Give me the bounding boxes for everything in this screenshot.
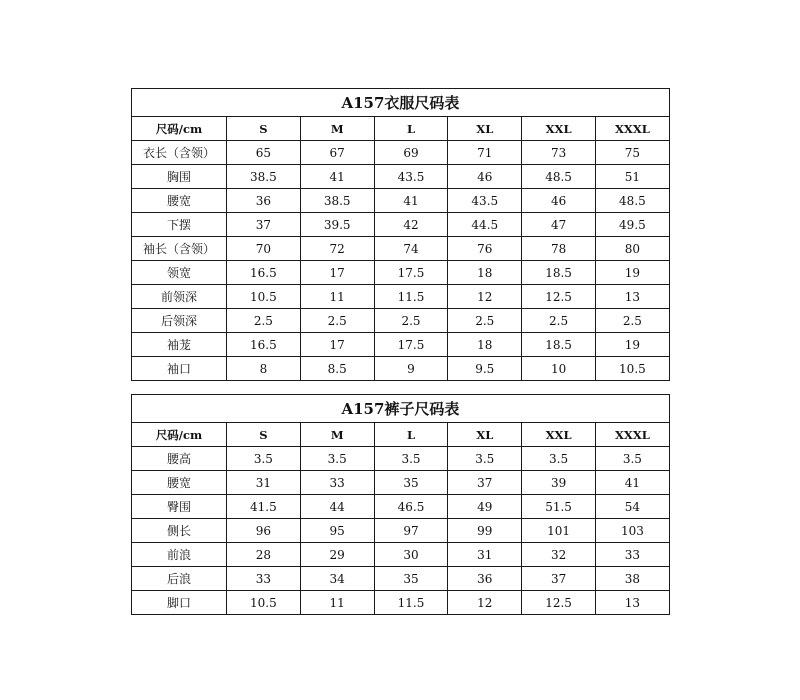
measurement-value: 44.5: [448, 213, 522, 237]
measurement-value: 48.5: [522, 165, 596, 189]
measurement-value: 12.5: [522, 285, 596, 309]
measurement-label: 腰高: [132, 447, 227, 471]
measurement-value: 37: [448, 471, 522, 495]
table-row: [132, 519, 670, 543]
measurement-value: 44: [300, 495, 374, 519]
measurement-label: 下摆: [132, 213, 227, 237]
measurement-value: 41: [595, 471, 669, 495]
measurement-value: 99: [448, 519, 522, 543]
measurement-value: 18.5: [522, 261, 596, 285]
measurement-value: 17: [300, 261, 374, 285]
pants-size-table: [131, 394, 670, 615]
measurement-value: 33: [227, 567, 301, 591]
table-row: [132, 141, 670, 165]
pants-size-table-body: [132, 395, 670, 615]
measurement-label: 衣长（含领）: [132, 141, 227, 165]
measurement-value: 3.5: [374, 447, 448, 471]
measurement-value: 80: [595, 237, 669, 261]
measurement-value: 18: [448, 261, 522, 285]
measurement-value: 2.5: [300, 309, 374, 333]
measurement-value: 36: [448, 567, 522, 591]
measurement-label: 袖口: [132, 357, 227, 381]
measurement-label: 前浪: [132, 543, 227, 567]
measurement-value: 69: [374, 141, 448, 165]
measurement-value: 51.5: [522, 495, 596, 519]
measurement-value: 48.5: [595, 189, 669, 213]
measurement-label: 腰宽: [132, 471, 227, 495]
measurement-value: 39: [522, 471, 596, 495]
measurement-label: 胸围: [132, 165, 227, 189]
measurement-value: 42: [374, 213, 448, 237]
size-column-header: XL: [448, 117, 522, 141]
measurement-value: 96: [227, 519, 301, 543]
measurement-label: 袖长（含领）: [132, 237, 227, 261]
table-row: [132, 285, 670, 309]
measurement-value: 13: [595, 591, 669, 615]
measurement-label: 后领深: [132, 309, 227, 333]
measurement-value: 11.5: [374, 285, 448, 309]
measurement-value: 18.5: [522, 333, 596, 357]
table-row: [132, 165, 670, 189]
measurement-value: 18: [448, 333, 522, 357]
measurement-value: 70: [227, 237, 301, 261]
measurement-value: 10.5: [227, 285, 301, 309]
measurement-value: 30: [374, 543, 448, 567]
shirt-title-row: [132, 89, 670, 117]
measurement-value: 17.5: [374, 261, 448, 285]
measurement-value: 72: [300, 237, 374, 261]
measurement-value: 73: [522, 141, 596, 165]
measurement-value: 49.5: [595, 213, 669, 237]
size-unit-header: 尺码/cm: [132, 117, 227, 141]
measurement-value: 41.5: [227, 495, 301, 519]
measurement-value: 19: [595, 261, 669, 285]
measurement-value: 3.5: [522, 447, 596, 471]
measurement-label: 袖茏: [132, 333, 227, 357]
measurement-value: 3.5: [227, 447, 301, 471]
table-row: [132, 333, 670, 357]
measurement-value: 78: [522, 237, 596, 261]
table-row: [132, 447, 670, 471]
measurement-value: 97: [374, 519, 448, 543]
measurement-value: 12.5: [522, 591, 596, 615]
measurement-value: 54: [595, 495, 669, 519]
table-row: [132, 309, 670, 333]
measurement-value: 8: [227, 357, 301, 381]
size-column-header: XL: [448, 423, 522, 447]
measurement-label: 前领深: [132, 285, 227, 309]
pants-header-row: [132, 423, 670, 447]
measurement-value: 47: [522, 213, 596, 237]
measurement-label: 脚口: [132, 591, 227, 615]
measurement-value: 46: [522, 189, 596, 213]
measurement-value: 35: [374, 567, 448, 591]
table-row: [132, 471, 670, 495]
size-column-header: XXXL: [595, 117, 669, 141]
size-column-header: S: [227, 117, 301, 141]
size-column-header: M: [300, 117, 374, 141]
pants-table-title: A157裤子尺码表: [132, 395, 670, 423]
measurement-value: 95: [300, 519, 374, 543]
size-column-header: M: [300, 423, 374, 447]
size-column-header: L: [374, 117, 448, 141]
measurement-value: 46.5: [374, 495, 448, 519]
table-row: [132, 261, 670, 285]
measurement-value: 101: [522, 519, 596, 543]
measurement-label: 侧长: [132, 519, 227, 543]
table-row: [132, 189, 670, 213]
measurement-label: 后浪: [132, 567, 227, 591]
measurement-value: 39.5: [300, 213, 374, 237]
measurement-value: 38.5: [300, 189, 374, 213]
size-column-header: XXL: [522, 423, 596, 447]
measurement-value: 38: [595, 567, 669, 591]
size-unit-header: 尺码/cm: [132, 423, 227, 447]
measurement-value: 2.5: [374, 309, 448, 333]
measurement-label: 腰宽: [132, 189, 227, 213]
measurement-value: 38.5: [227, 165, 301, 189]
measurement-value: 34: [300, 567, 374, 591]
measurement-value: 11: [300, 285, 374, 309]
measurement-value: 33: [300, 471, 374, 495]
measurement-value: 10.5: [227, 591, 301, 615]
size-column-header: XXXL: [595, 423, 669, 447]
shirt-table-title: A157衣服尺码表: [132, 89, 670, 117]
table-row: [132, 543, 670, 567]
measurement-value: 43.5: [374, 165, 448, 189]
measurement-value: 49: [448, 495, 522, 519]
measurement-value: 11: [300, 591, 374, 615]
measurement-value: 46: [448, 165, 522, 189]
measurement-value: 37: [522, 567, 596, 591]
measurement-value: 3.5: [300, 447, 374, 471]
measurement-value: 65: [227, 141, 301, 165]
measurement-value: 17.5: [374, 333, 448, 357]
table-row: [132, 237, 670, 261]
measurement-value: 75: [595, 141, 669, 165]
measurement-value: 29: [300, 543, 374, 567]
measurement-value: 2.5: [595, 309, 669, 333]
shirt-header-row: [132, 117, 670, 141]
table-row: [132, 357, 670, 381]
measurement-value: 76: [448, 237, 522, 261]
measurement-value: 51: [595, 165, 669, 189]
table-row: [132, 495, 670, 519]
size-column-header: S: [227, 423, 301, 447]
measurement-value: 41: [374, 189, 448, 213]
pants-title-row: [132, 395, 670, 423]
measurement-value: 9.5: [448, 357, 522, 381]
measurement-value: 67: [300, 141, 374, 165]
measurement-value: 19: [595, 333, 669, 357]
measurement-value: 11.5: [374, 591, 448, 615]
measurement-value: 3.5: [595, 447, 669, 471]
measurement-value: 13: [595, 285, 669, 309]
measurement-value: 36: [227, 189, 301, 213]
measurement-value: 33: [595, 543, 669, 567]
measurement-value: 32: [522, 543, 596, 567]
measurement-value: 37: [227, 213, 301, 237]
measurement-value: 2.5: [227, 309, 301, 333]
shirt-size-table: [131, 88, 670, 381]
measurement-value: 10.5: [595, 357, 669, 381]
measurement-value: 8.5: [300, 357, 374, 381]
measurement-label: 领宽: [132, 261, 227, 285]
size-column-header: L: [374, 423, 448, 447]
measurement-value: 2.5: [448, 309, 522, 333]
measurement-value: 41: [300, 165, 374, 189]
measurement-value: 31: [227, 471, 301, 495]
measurement-value: 9: [374, 357, 448, 381]
measurement-value: 43.5: [448, 189, 522, 213]
measurement-value: 3.5: [448, 447, 522, 471]
table-row: [132, 591, 670, 615]
measurement-value: 28: [227, 543, 301, 567]
table-row: [132, 213, 670, 237]
size-column-header: XXL: [522, 117, 596, 141]
measurement-label: 臀围: [132, 495, 227, 519]
measurement-value: 35: [374, 471, 448, 495]
measurement-value: 71: [448, 141, 522, 165]
measurement-value: 12: [448, 285, 522, 309]
measurement-value: 16.5: [227, 333, 301, 357]
measurement-value: 74: [374, 237, 448, 261]
measurement-value: 12: [448, 591, 522, 615]
measurement-value: 17: [300, 333, 374, 357]
measurement-value: 31: [448, 543, 522, 567]
shirt-size-table-body: [132, 89, 670, 381]
measurement-value: 16.5: [227, 261, 301, 285]
measurement-value: 10: [522, 357, 596, 381]
measurement-value: 2.5: [522, 309, 596, 333]
measurement-value: 103: [595, 519, 669, 543]
table-row: [132, 567, 670, 591]
